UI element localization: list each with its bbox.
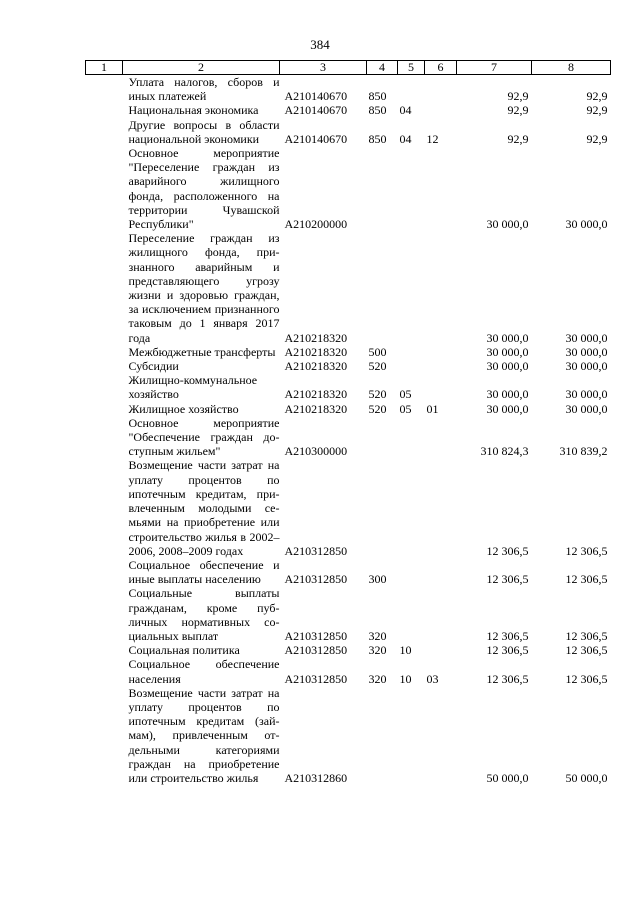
row-col8: 12 306,5 bbox=[565, 671, 608, 686]
row-name: Возмещение части затрат на уплату процентов по ипотечным кредитам (займам), привлеченным отдельными категориями граждан на приобретение или строительство жилья bbox=[128, 685, 280, 785]
row-col4: 850 bbox=[368, 89, 387, 104]
row-col7: 30 000,0 bbox=[486, 387, 529, 402]
row-col6 bbox=[425, 558, 457, 586]
col-header-8: 8 bbox=[532, 61, 611, 75]
row-col6 bbox=[425, 75, 457, 104]
row-code: A210312850 bbox=[284, 671, 348, 686]
budget-table bbox=[85, 60, 611, 785]
row-col4 bbox=[367, 686, 398, 785]
row-col4: 520 bbox=[368, 401, 387, 416]
table-row bbox=[86, 103, 611, 117]
row-col7: 30 000,0 bbox=[486, 330, 529, 345]
row-code: A210140670 bbox=[284, 89, 348, 104]
row-col8: 92,9 bbox=[586, 131, 608, 146]
row-col8: 30 000,0 bbox=[565, 401, 608, 416]
row-col1 bbox=[86, 657, 123, 685]
row-col8: 30 000,0 bbox=[565, 330, 608, 345]
row-col5 bbox=[398, 146, 425, 231]
row-col8: 30 000,0 bbox=[565, 387, 608, 402]
row-col4: 300 bbox=[368, 572, 387, 587]
row-col7: 30 000,0 bbox=[486, 217, 529, 232]
row-col7: 12 306,5 bbox=[486, 572, 529, 587]
row-col7: 92,9 bbox=[507, 103, 529, 118]
row-name: Жилищное хозяйство bbox=[128, 401, 239, 416]
row-col7: 30 000,0 bbox=[486, 401, 529, 416]
row-code: A210218320 bbox=[284, 359, 348, 374]
row-col4: 520 bbox=[368, 359, 387, 374]
row-col6 bbox=[425, 345, 457, 359]
row-col1 bbox=[86, 586, 123, 643]
row-col1 bbox=[86, 373, 123, 401]
row-col8: 30 000,0 bbox=[565, 217, 608, 232]
row-name: Социальное обеспечение и иные выплаты населению bbox=[128, 557, 280, 587]
row-col8: 310 839,2 bbox=[559, 444, 608, 459]
row-col7: 92,9 bbox=[507, 131, 529, 146]
row-col1 bbox=[86, 359, 123, 373]
row-col4: 520 bbox=[368, 387, 387, 402]
row-name: Социальная политика bbox=[128, 643, 240, 658]
col-header-7: 7 bbox=[457, 61, 532, 75]
row-code: A210140670 bbox=[284, 103, 348, 118]
row-col7: 12 306,5 bbox=[486, 643, 529, 658]
row-col6 bbox=[425, 643, 457, 657]
row-col4 bbox=[367, 416, 398, 459]
row-name: Межбюджетные трансферты bbox=[128, 344, 276, 359]
row-col5: 04 bbox=[399, 131, 412, 146]
row-col4: 850 bbox=[368, 103, 387, 118]
row-name: Уплата налогов, сборов и иных платежей bbox=[128, 75, 280, 104]
row-col8: 12 306,5 bbox=[565, 572, 608, 587]
row-col7: 12 306,5 bbox=[486, 543, 529, 558]
row-col8: 92,9 bbox=[586, 103, 608, 118]
row-col5 bbox=[398, 416, 425, 459]
row-name: Жилищно-коммунальное хозяйство bbox=[128, 373, 258, 402]
row-col5 bbox=[398, 686, 425, 785]
table-row bbox=[86, 416, 611, 459]
row-col8: 12 306,5 bbox=[565, 628, 608, 643]
row-code: A210312850 bbox=[284, 572, 348, 587]
row-name: Переселение граждан из жилищного фонда, признанного аварийным и представляющего угрозу жизни и здоровью граждан, за исключением признанного таковым до 1 января 2017 года bbox=[128, 231, 280, 345]
row-col8: 50 000,0 bbox=[565, 770, 608, 785]
row-col7: 12 306,5 bbox=[486, 628, 529, 643]
row-col7: 30 000,0 bbox=[486, 344, 529, 359]
row-col1 bbox=[86, 686, 123, 785]
col-header-2: 2 bbox=[123, 61, 280, 75]
row-col8: 30 000,0 bbox=[565, 344, 608, 359]
table-row bbox=[86, 558, 611, 586]
row-col4 bbox=[367, 231, 398, 345]
row-col4: 320 bbox=[368, 643, 387, 658]
row-col7: 310 824,3 bbox=[480, 444, 529, 459]
table-row bbox=[86, 402, 611, 416]
row-col1 bbox=[86, 643, 123, 657]
row-name: Субсидии bbox=[128, 359, 179, 374]
row-code: A210200000 bbox=[284, 217, 348, 232]
row-code: A210218320 bbox=[284, 330, 348, 345]
row-col7: 92,9 bbox=[507, 89, 529, 104]
row-name: Социальные выплаты гражданам, кроме публичных нормативных социальных выплат bbox=[128, 586, 280, 643]
row-code: A210218320 bbox=[284, 387, 348, 402]
row-col5 bbox=[398, 345, 425, 359]
row-col7: 30 000,0 bbox=[486, 359, 529, 374]
row-col6 bbox=[425, 686, 457, 785]
row-code: A210312850 bbox=[284, 543, 348, 558]
row-col5: 10 bbox=[399, 671, 412, 686]
col-header-5: 5 bbox=[398, 61, 425, 75]
row-name: Основное мероприятие "Обеспечение граждан доступным жильем" bbox=[128, 415, 280, 459]
table-row bbox=[86, 458, 611, 557]
row-col4 bbox=[367, 146, 398, 231]
row-col4: 320 bbox=[368, 671, 387, 686]
col-header-6: 6 bbox=[425, 61, 457, 75]
table-row bbox=[86, 146, 611, 231]
row-code: A210300000 bbox=[284, 444, 348, 459]
row-col8: 12 306,5 bbox=[565, 543, 608, 558]
row-col1 bbox=[86, 558, 123, 586]
row-col8: 12 306,5 bbox=[565, 643, 608, 658]
row-col6 bbox=[425, 458, 457, 557]
row-code: A210312850 bbox=[284, 643, 348, 658]
row-col6 bbox=[425, 416, 457, 459]
row-col6: 03 bbox=[426, 671, 439, 686]
row-col8: 92,9 bbox=[586, 89, 608, 104]
row-col1 bbox=[86, 345, 123, 359]
table-row bbox=[86, 345, 611, 359]
row-col1 bbox=[86, 75, 123, 104]
row-col6 bbox=[425, 146, 457, 231]
row-code: A210218320 bbox=[284, 401, 348, 416]
row-col1 bbox=[86, 458, 123, 557]
row-name: Социальное обеспечение населения bbox=[128, 657, 280, 686]
col-header-4: 4 bbox=[367, 61, 398, 75]
page-number: 384 bbox=[310, 37, 330, 52]
col-header-1: 1 bbox=[86, 61, 123, 75]
table-row bbox=[86, 75, 611, 104]
row-col5 bbox=[398, 75, 425, 104]
row-col6: 01 bbox=[426, 401, 439, 416]
row-col5 bbox=[398, 359, 425, 373]
row-col5: 10 bbox=[399, 643, 412, 658]
row-col5 bbox=[398, 231, 425, 345]
row-col6 bbox=[425, 103, 457, 117]
row-col5 bbox=[398, 586, 425, 643]
row-col6: 12 bbox=[426, 131, 439, 146]
row-col1 bbox=[86, 231, 123, 345]
row-col8: 30 000,0 bbox=[565, 359, 608, 374]
row-col7: 50 000,0 bbox=[486, 770, 529, 785]
table-row bbox=[86, 373, 611, 401]
table-row bbox=[86, 359, 611, 373]
row-col6 bbox=[425, 231, 457, 345]
row-name: Возмещение части затрат на уплату процентов по ипотечным кредитам, привлеченным молодыми семьями на приобретение или строительство жилья в 2002–2006, 2008–2009 годах bbox=[128, 458, 280, 558]
row-name: Другие вопросы в области национальной экономики bbox=[128, 117, 280, 146]
row-code: A210140670 bbox=[284, 131, 348, 146]
table-row bbox=[86, 586, 611, 643]
row-col1 bbox=[86, 146, 123, 231]
row-col4 bbox=[367, 458, 398, 557]
table-body bbox=[86, 75, 611, 786]
table-row bbox=[86, 686, 611, 785]
table-row bbox=[86, 657, 611, 685]
row-col4: 850 bbox=[368, 131, 387, 146]
row-col4: 320 bbox=[368, 628, 387, 643]
header-row bbox=[86, 61, 611, 75]
col-header-3: 3 bbox=[280, 61, 367, 75]
row-col4: 500 bbox=[368, 344, 387, 359]
row-col6 bbox=[425, 586, 457, 643]
table-row bbox=[86, 643, 611, 657]
row-name: Национальная экономика bbox=[128, 103, 259, 118]
row-col5: 05 bbox=[399, 401, 412, 416]
row-col5: 04 bbox=[399, 103, 412, 118]
table-row bbox=[86, 118, 611, 146]
row-col5 bbox=[398, 458, 425, 557]
row-col1 bbox=[86, 402, 123, 416]
row-col5 bbox=[398, 558, 425, 586]
row-col6 bbox=[425, 373, 457, 401]
row-col7: 12 306,5 bbox=[486, 671, 529, 686]
row-col1 bbox=[86, 118, 123, 146]
row-code: A210312850 bbox=[284, 628, 348, 643]
row-code: A210218320 bbox=[284, 344, 348, 359]
row-col5: 05 bbox=[399, 387, 412, 402]
row-col1 bbox=[86, 103, 123, 117]
row-col6 bbox=[425, 359, 457, 373]
table-row bbox=[86, 231, 611, 345]
row-col1 bbox=[86, 416, 123, 459]
row-code: A210312860 bbox=[284, 770, 348, 785]
row-name: Основное мероприятие "Переселение граждан из аварийного жилищного фонда, расположенного на территории Чувашской Республики" bbox=[128, 146, 280, 232]
